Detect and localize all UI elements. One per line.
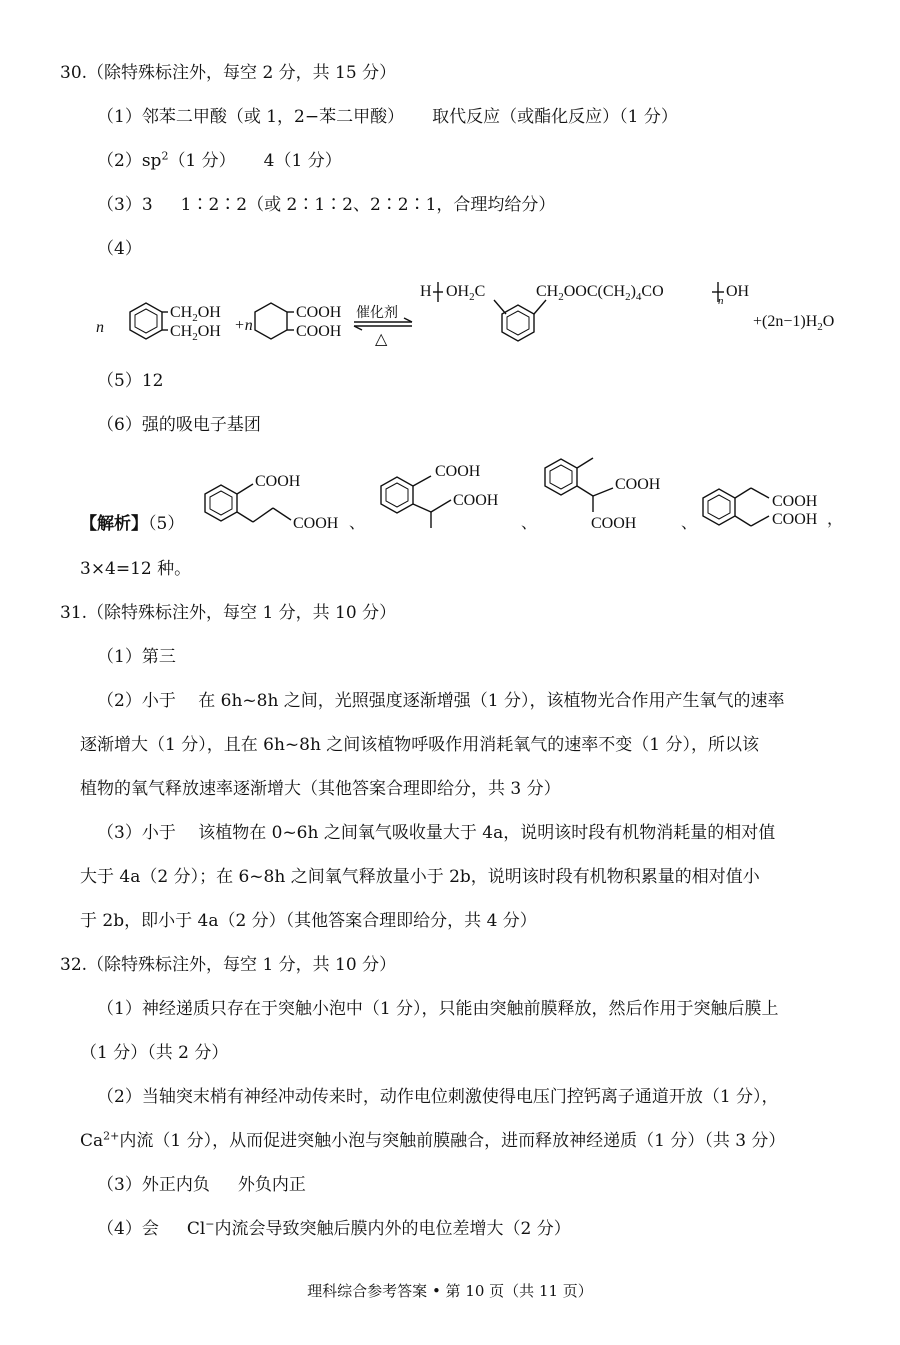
s2-cooh-mid: COOH: [453, 492, 499, 509]
answer-number: （3）: [97, 195, 142, 215]
page-footer: 理科综合参考答案 • 第 10 页（共 11 页）: [307, 1282, 593, 1300]
q31-answer-2-line1: （2）小于 在 6h~8h 之间，光照强度逐渐增强（1 分），该植物光合作用产生氧气的速率: [97, 691, 785, 711]
superscript: 2+: [103, 1129, 120, 1143]
s2-cooh-top: COOH: [435, 463, 481, 480]
cooh-bottom: COOH: [296, 323, 342, 340]
answer-text: 邻苯二甲酸（或 1，2−苯二甲酸）: [141, 107, 405, 127]
answer-text: 外正内负: [141, 1175, 210, 1195]
q31-answer-3-line3: 于 2b，即小于 4a（2 分）（其他答案合理即给分，共 4 分）: [80, 911, 537, 931]
answer-text: 取代反应（或酯化反应）（1 分）: [432, 107, 678, 127]
product-h: H: [420, 283, 432, 300]
q30-answer-5: [97, 370, 163, 392]
separator: 、: [681, 515, 698, 532]
answer-text: 1∶2∶2（或 2∶1∶2、2∶2∶1，合理均给分）: [180, 195, 556, 215]
answer-text: （1 分）: [168, 151, 236, 171]
separator: 、: [349, 515, 366, 532]
end-punct: ，: [827, 511, 844, 528]
plus-n: +n: [234, 317, 253, 334]
answer-text: sp: [141, 151, 162, 171]
answer-text: 12: [141, 371, 164, 391]
answer-number: （5）: [97, 371, 142, 391]
q32-answer-2-line2: [80, 1130, 785, 1152]
answer-number: （5）: [148, 514, 185, 534]
s1-cooh-bottom: COOH: [293, 515, 339, 532]
heat-label: △: [375, 331, 388, 348]
answer-number: （6）: [97, 415, 142, 435]
q30-answer-6: [97, 414, 261, 436]
analysis-label: [80, 513, 184, 535]
q30-header: 30.（除特殊标注外，每空 2 分，共 15 分）: [60, 63, 397, 83]
s4-cooh-top: COOH: [772, 493, 818, 510]
product-oh2c: $OH_2C$: [446, 283, 486, 303]
catalyst-label: 催化剂: [356, 305, 398, 321]
answer-number: （2）: [97, 151, 142, 171]
q32-answer-4: [97, 1218, 571, 1240]
q30-answer-4: [97, 238, 142, 260]
q32-answer-1-line1: （1）神经递质只存在于突触小泡中（1 分），只能由突触前膜释放，然后作用于突触后膜上: [97, 999, 779, 1019]
isomer-structures: [195, 448, 850, 548]
answer-number: （4）: [97, 239, 142, 259]
ch2oh-top: $CH_2OH$: [170, 304, 221, 324]
q31-answer-1: （1）第三: [97, 647, 176, 667]
answer-text: 3: [141, 195, 153, 215]
superscript: 2: [161, 149, 169, 163]
q31-header: 31.（除特殊标注外，每空 1 分，共 10 分）: [60, 603, 397, 623]
cyclohexane-ring-icon: [255, 303, 287, 339]
q32-answer-3: [97, 1174, 306, 1196]
q30-answer-1: [97, 106, 678, 128]
separator: 、: [521, 515, 538, 532]
answer-text: 内流会导致突触后膜内外的电位差增大（2 分）: [214, 1219, 571, 1239]
answer-text: 内流（1 分），从而促进突触小泡与突触前膜融合，进而释放神经递质（1 分）（共 3 分）: [119, 1131, 786, 1151]
q32-answer-1-line2: （1 分）（共 2 分）: [80, 1043, 229, 1063]
q30-answer-2: [97, 150, 342, 172]
answer-number: （4）: [97, 1219, 142, 1239]
answer-number: （3）: [97, 1175, 142, 1195]
s3-cooh-bottom: COOH: [591, 515, 637, 532]
q31-answer-3-line1: （3）小于 该植物在 0~6h 之间氧气吸收量大于 4a，说明该时段有机物消耗量的相对值: [97, 823, 776, 843]
product-oh: OH: [726, 283, 750, 300]
calcium-ion: Ca: [80, 1131, 104, 1151]
answer-text: 外负内正: [237, 1175, 306, 1195]
coefficient-n: n: [96, 319, 104, 336]
cooh-top: COOH: [296, 304, 342, 321]
water-term: $+(2n-1)H_2O$: [753, 313, 835, 333]
q31-answer-2-line3: 植物的氧气释放速率逐渐增大（其他答案合理即给分，共 3 分）: [80, 779, 561, 799]
analysis-title: 【解析】: [80, 514, 148, 534]
answer-number: （1）: [97, 107, 142, 127]
s4-cooh-bottom: COOH: [772, 511, 818, 528]
reaction-equation: [90, 270, 860, 365]
q32-answer-2-line1: （2）当轴突末梢有神经冲动传来时，动作电位刺激使得电压门控钙离子通道开放（1 分），: [97, 1087, 779, 1107]
q31-answer-3-line2: 大于 4a（2 分）；在 6~8h 之间氧气释放量小于 2b，说明该时段有机物积累量的相对值小: [80, 867, 760, 887]
repeat-n: n: [718, 295, 724, 307]
ch2oh-bottom: $CH_2OH$: [170, 323, 221, 343]
q30-answer-3: [97, 194, 555, 216]
superscript: −: [205, 1217, 215, 1231]
q32-header: 32.（除特殊标注外，每空 1 分，共 10 分）: [60, 955, 397, 975]
answer-text: 会: [141, 1219, 159, 1239]
chloride-ion: Cl: [186, 1219, 206, 1239]
product-right: $CH_2OOC(CH_2)_4CO$: [536, 283, 664, 303]
answer-text: 强的吸电子基团: [141, 415, 261, 435]
s1-cooh-top: COOH: [255, 473, 301, 490]
answer-text: 4（1 分）: [263, 151, 342, 171]
s3-cooh-top: COOH: [615, 476, 661, 493]
analysis-calc: 3×4=12 种。: [80, 559, 192, 579]
q31-answer-2-line2: 逐渐增大（1 分），且在 6h~8h 之间该植物呼吸作用消耗氧气的速率不变（1 分），所以该: [80, 735, 760, 755]
